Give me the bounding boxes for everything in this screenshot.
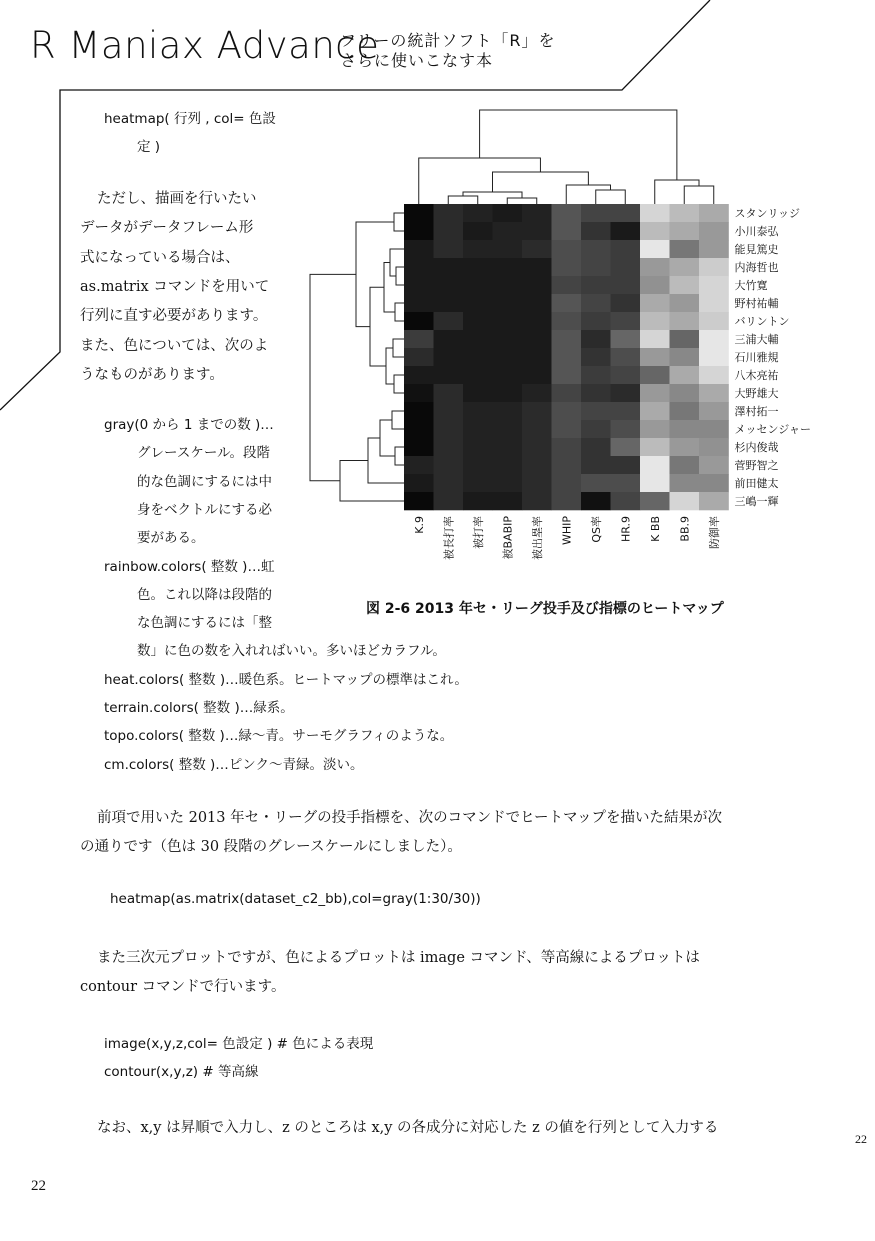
heatmap-cell [552,402,582,420]
row-label: 内海哲也 [734,261,779,274]
column-label: QS率 [589,516,603,543]
column-label: WHIP [560,516,574,546]
page-number: 22 [31,1178,46,1194]
heatmap-cell [640,348,670,366]
heatmap-cell [552,438,582,456]
heatmap-cell [640,474,670,492]
heatmap-cell [463,222,493,240]
heatmap-cell [611,204,641,222]
heatmap-cell [699,204,729,222]
book-tagline-line1: フリーの統計ソフト「R」を [340,31,556,50]
heatmap-cell [581,240,611,258]
heatmap-cell [670,456,700,474]
heatmap-cell [670,420,700,438]
heatmap-cell [670,276,700,294]
heatmap-cell [670,438,700,456]
column-label: 被BABIP [501,516,515,560]
explanation-line: うなものがあります。 [80,366,224,383]
color-function-line: cm.colors( 整数 )…ピンク〜青緑。淡い。 [104,756,364,773]
heatmap-cell [699,276,729,294]
heatmap-cell [434,384,464,402]
explanation-line: 行列に直す必要があります。 [80,308,268,325]
color-function-line: topo.colors( 整数 )…緑〜青。サーモグラフィのような。 [104,728,454,745]
heatmap-cell [611,330,641,348]
heatmap-cell [611,240,641,258]
heatmap-cell [404,258,434,276]
heatmap-cell [640,492,670,510]
body-paragraph-2-line2: contour コマンドで行います。 [80,979,286,995]
heatmap-cell [463,384,493,402]
heatmap-cell [699,438,729,456]
heatmap-cell [434,222,464,240]
heatmap-cell [581,294,611,312]
explanation-line: データがデータフレーム形 [80,220,254,237]
heatmap-cell [463,276,493,294]
heatmap-cell [581,330,611,348]
heatmap-cell [699,222,729,240]
book-tagline-line2: さらに使いこなす本 [340,51,494,70]
heatmap-cell [522,258,552,276]
heatmap-cell [581,474,611,492]
color-function-line: 色。これ以降は段階的 [137,586,272,603]
heatmap-cell [522,366,552,384]
heatmap-cell [670,384,700,402]
row-label: 前田健太 [734,477,779,490]
heatmap-cell [463,330,493,348]
heatmap-cell [493,474,523,492]
heatmap-cell [463,348,493,366]
heatmap-cell [493,258,523,276]
heatmap-cell [640,366,670,384]
heatmap-cell [581,420,611,438]
heatmap-cell [611,312,641,330]
heatmap-cell [611,456,641,474]
heatmap-cell [404,204,434,222]
heatmap-cell [611,294,641,312]
column-label: BB.9 [678,516,692,542]
heatmap-cell [581,204,611,222]
heatmap-cell [611,402,641,420]
heatmap-cell [640,276,670,294]
heatmap-cell [670,258,700,276]
heatmap-cell [522,312,552,330]
heatmap-cell [493,456,523,474]
column-label: 被出塁率 [530,516,544,560]
heatmap-cell [493,402,523,420]
row-label: 八木亮祐 [734,369,779,382]
heatmap-cell [404,312,434,330]
heatmap-cell [522,222,552,240]
heatmap-cell [611,384,641,402]
heatmap-cell [670,240,700,258]
heatmap-cell [522,474,552,492]
column-label: HR.9 [619,516,633,543]
heatmap-cell [493,492,523,510]
heatmap-cell [552,312,582,330]
heatmap-cell [581,384,611,402]
heatmap-cell [640,330,670,348]
heatmap-cell [463,438,493,456]
heatmap-cell [463,258,493,276]
heatmap-cell [699,384,729,402]
book-title: R Maniax Advance [30,24,380,67]
column-label: 被長打率 [442,516,456,560]
heatmap-cell [493,276,523,294]
column-label: K.9 [412,516,426,534]
color-function-line: グレースケール。段階 [137,445,270,462]
heatmap-cell [404,456,434,474]
heatmap-cell [581,222,611,240]
heatmap-cell [493,384,523,402]
heatmap-cell [404,420,434,438]
heatmap-cell [699,420,729,438]
row-label: 澤村拓一 [734,405,779,418]
heatmap-cell [552,240,582,258]
heatmap-cell [640,204,670,222]
row-label: バリントン [734,315,790,328]
heatmap-cell [493,330,523,348]
code-contour-command: contour(x,y,z) # 等高線 [104,1064,259,1080]
heatmap-cell [434,312,464,330]
heatmap-cell [552,330,582,348]
heatmap-cell [552,474,582,492]
heatmap-cell [404,366,434,384]
heatmap-cell [699,312,729,330]
heatmap-cell [463,474,493,492]
heatmap-cell [434,366,464,384]
heatmap-cell [552,384,582,402]
body-paragraph-3-line1: なお、x,y は昇順で入力し、z のところは x,y の各成分に対応した z の値を行列として入力する [97,1120,719,1136]
heatmap-cell [699,492,729,510]
heatmap-cell [493,420,523,438]
heatmap-cell [522,420,552,438]
heatmap-cell [434,492,464,510]
heatmap-cell [581,366,611,384]
heatmap-cell [522,330,552,348]
heatmap-cell [581,312,611,330]
heatmap-cell [552,420,582,438]
column-label: 被打率 [471,516,485,549]
column-label: K BB [648,516,662,542]
heatmap-cell [699,240,729,258]
explanation-line: ただし、描画を行いたい [97,191,257,207]
heatmap-cell [522,294,552,312]
color-function-line: な色調にするには「整 [137,615,272,632]
heatmap-cell [699,402,729,420]
heatmap-cell [522,456,552,474]
heatmap-cell [434,420,464,438]
heatmap-figure [300,100,812,600]
heatmap-cell [463,366,493,384]
heatmap-cell [404,276,434,294]
heatmap-cell [670,330,700,348]
row-label: 能見篤史 [734,243,779,256]
color-function-line: 的な色調にするには中 [137,473,272,490]
row-label: 小川泰弘 [734,225,779,238]
heatmap-cell [404,348,434,366]
heatmap-cell [581,402,611,420]
row-label: 大竹寛 [734,279,768,292]
heatmap-cell [552,456,582,474]
heatmap-cell [522,438,552,456]
heatmap-cell [493,294,523,312]
color-function-line: 数」に色の数を入れればいい。多いほどカラフル。 [137,643,446,660]
color-function-line: 要がある。 [137,530,205,547]
heatmap-cell [640,294,670,312]
heatmap-cell [463,456,493,474]
heatmap-cell [611,348,641,366]
heatmap-cell [493,366,523,384]
heatmap-cell [640,312,670,330]
row-label: 三嶋一輝 [734,495,779,508]
heatmap-cell [463,492,493,510]
inner-page-number: 22 [855,1132,867,1146]
heatmap-cell [611,420,641,438]
heatmap-cell [670,366,700,384]
heatmap-cell [404,438,434,456]
heatmap-cell [434,276,464,294]
code-image-command: image(x,y,z,col= 色設定 ) # 色による表現 [104,1036,374,1052]
heatmap-cell [434,330,464,348]
heatmap-cell [611,276,641,294]
heatmap-cell [552,204,582,222]
heatmap-cell [434,456,464,474]
heatmap-cell [404,402,434,420]
heatmap-cell [640,402,670,420]
heatmap-cell [463,312,493,330]
heatmap-cell [699,294,729,312]
heatmap-cell [522,240,552,258]
heatmap-cell [611,438,641,456]
explanation-line: また、色については、次のよ [80,337,269,354]
explanation-line: as.matrix コマンドを用いて [80,278,270,295]
heatmap-cell [552,348,582,366]
body-paragraph-2-line1: また三次元プロットですが、色によるプロットは image コマンド、等高線によるプロットは [97,950,700,966]
heatmap-cell [552,492,582,510]
heatmap-cell [493,438,523,456]
heatmap-syntax-line1: heatmap( 行列 , col= 色設 [104,111,276,127]
heatmap-cell [640,438,670,456]
heatmap-cell [640,384,670,402]
heatmap-cell [670,492,700,510]
heatmap-cell [434,204,464,222]
heatmap-cell [404,222,434,240]
heatmap-cell [699,366,729,384]
heatmap-cell [434,438,464,456]
heatmap-cell [434,474,464,492]
heatmap-cell [640,420,670,438]
color-function-line: heat.colors( 整数 )…暖色系。ヒートマップの標準はこれ。 [104,671,468,688]
heatmap-cell [611,474,641,492]
heatmap-cell [493,348,523,366]
heatmap-cell [670,204,700,222]
row-label: メッセンジャー [734,423,812,436]
heatmap-cell [434,402,464,420]
row-label: 菅野智之 [734,459,779,472]
heatmap-cell [552,294,582,312]
heatmap-cell [640,240,670,258]
explanation-line: 式になっている場合は、 [80,249,240,266]
heatmap-cell [434,240,464,258]
heatmap-cell [522,384,552,402]
color-function-line: terrain.colors( 整数 )…緑系。 [104,700,294,716]
heatmap-cell [581,456,611,474]
heatmap-cell [581,492,611,510]
row-label: 杉内俊哉 [734,441,779,454]
heatmap-cell [611,258,641,276]
color-function-line: rainbow.colors( 整数 )…虹 [104,558,275,575]
heatmap-cell [581,438,611,456]
heatmap-cell [552,276,582,294]
heatmap-cell [552,222,582,240]
heatmap-cell [463,402,493,420]
heatmap-cell [522,204,552,222]
heatmap-cell [404,384,434,402]
heatmap-cell [611,366,641,384]
heatmap-cell [463,204,493,222]
heatmap-cell [493,312,523,330]
color-function-line: gray(0 から 1 までの数 )… [104,417,274,433]
heatmap-cell [670,312,700,330]
heatmap-cell [522,348,552,366]
heatmap-cell [404,294,434,312]
heatmap-cell [493,204,523,222]
heatmap-cell [434,258,464,276]
heatmap-cell [463,420,493,438]
row-label: 三浦大輔 [734,333,779,346]
heatmap-cell [522,402,552,420]
body-paragraph-1-line1: 前項で用いた 2013 年セ・リーグの投手指標を、次のコマンドでヒートマップを描いた結果が次 [97,810,722,826]
heatmap-cell [404,240,434,258]
heatmap-cell [463,240,493,258]
heatmap-cell [699,330,729,348]
heatmap-cell [493,222,523,240]
heatmap-cell [640,258,670,276]
heatmap-cell [581,258,611,276]
heatmap-cell [611,222,641,240]
color-function-line: 身をベクトルにする必 [137,501,272,518]
heatmap-cell [434,294,464,312]
heatmap-cell [699,258,729,276]
row-label: 石川雅規 [734,351,779,364]
heatmap-cell [522,492,552,510]
heatmap-cell [552,258,582,276]
body-paragraph-1-line2: の通りです（色は 30 段階のグレースケールにしました）。 [80,839,462,855]
heatmap-cell [404,330,434,348]
heatmap-cell [640,456,670,474]
heatmap-cell [699,348,729,366]
heatmap-cell [670,474,700,492]
code-heatmap-command: heatmap(as.matrix(dataset_c2_bb),col=gray(1:30/30)) [110,891,481,907]
heatmap-syntax-line2: 定 ) [137,139,161,155]
heatmap-cell [670,222,700,240]
heatmap-cell [552,366,582,384]
row-label: 野村祐輔 [734,297,779,310]
row-label: 大野雄大 [734,387,779,400]
heatmap-cell [463,294,493,312]
heatmap-cell [699,456,729,474]
heatmap-cell [640,222,670,240]
row-label: スタンリッジ [734,207,801,220]
heatmap-cell [670,348,700,366]
heatmap-cell [493,240,523,258]
column-label: 防御率 [707,516,721,549]
heatmap-cell [522,276,552,294]
heatmap-cell [581,276,611,294]
heatmap-cell [434,348,464,366]
figure-caption: 図 2-6 2013 年セ・リーグ投手及び指標のヒートマップ [366,601,724,617]
heatmap-cell [404,492,434,510]
heatmap-cell [581,348,611,366]
heatmap-cell [670,402,700,420]
heatmap-cell [699,474,729,492]
heatmap-cell [611,492,641,510]
heatmap-cell [404,474,434,492]
heatmap-cell [670,294,700,312]
